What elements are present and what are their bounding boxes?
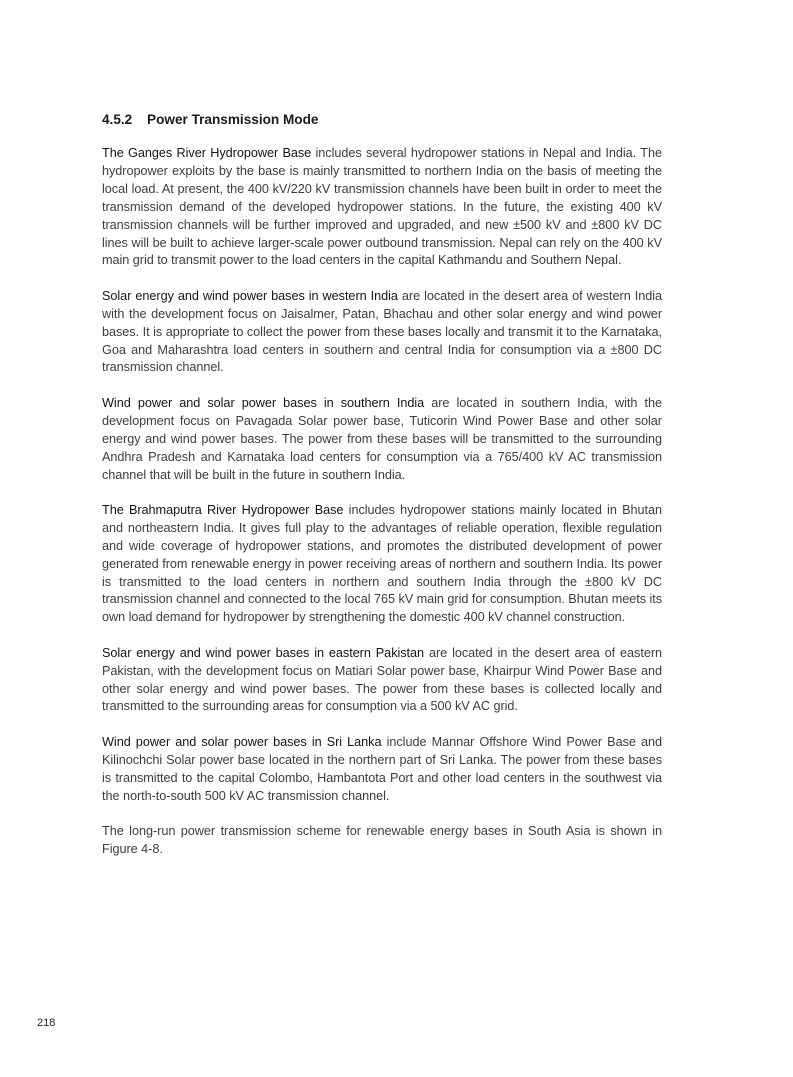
paragraph-body: include Mannar Offshore Wind Power Base and Kilinochchi Solar power base located in the northern part of Sri Lanka. The power from these bases is transmitted to the capital Colombo, Hambantota Port and other load centers in the southwest via the north-to-south 500 kV AC transmission channel. bbox=[102, 734, 662, 803]
paragraph-lead: Solar energy and wind power bases in western India bbox=[102, 288, 398, 303]
paragraph-western-india bbox=[102, 288, 662, 378]
paragraph-lead: Wind power and solar power bases in Sri Lanka bbox=[102, 734, 382, 749]
paragraph-southern-india bbox=[102, 395, 662, 485]
paragraph-body: includes several hydropower stations in Nepal and India. The hydropower exploits by the base is mainly transmitted to northern India on the basis of meeting the local load. At present, the 400 kV/220 kV transmission channels have been built in order to meet the transmission demand of the developed hydropower stations. In the future, the existing 400 kV transmission channels will be further improved and upgraded, and new ±500 kV and ±800 kV DC lines will be built to achieve larger-scale power outbound transmission. Nepal can rely on the 400 kV main grid to transmit power to the load centers in the capital Kathmandu and Southern Nepal. bbox=[102, 146, 662, 268]
section-title: Power Transmission Mode bbox=[147, 112, 319, 127]
paragraph-ganges-hydropower bbox=[102, 145, 662, 270]
paragraph-lead: Solar energy and wind power bases in eastern Pakistan bbox=[102, 645, 425, 660]
paragraph-body: The long-run power transmission scheme for renewable energy bases in South Asia is shown in Figure 4-8. bbox=[102, 824, 662, 856]
paragraph-figure-reference bbox=[102, 823, 662, 859]
paragraph-body: includes hydropower stations mainly located in Bhutan and northeastern India. It gives full play to the advantages of reliable operation, flexible regulation and wide coverage of hydropower stations, and promotes the distributed development of power generated from renewable energy in power receiving areas of northern and southern India. Its power is transmitted to the load centers in northern and southern India through the ±800 kV DC transmission channel and connected to the local 765 kV main grid for consumption. Bhutan meets its own load demand for hydropower by strengthening the domestic 400 kV channel construction. bbox=[102, 502, 663, 625]
paragraph-lead: The Ganges River Hydropower Base bbox=[102, 146, 312, 160]
paragraph-brahmaputra-hydropower bbox=[102, 502, 662, 627]
section-heading bbox=[102, 111, 662, 129]
paragraph-body: are located in the desert area of eastern Pakistan, with the development focus on Matiari Solar power base, Khairpur Wind Power Base and other solar energy and wind power bases. The power from these bases is collected locally and transmitted to the surrounding areas for consumption via a 500 kV AC grid. bbox=[102, 645, 663, 714]
page-content bbox=[102, 111, 662, 876]
page-number: 218 bbox=[37, 1017, 56, 1029]
paragraph-lead: Wind power and solar power bases in southern India bbox=[102, 395, 425, 410]
section-number: 4.5.2 bbox=[102, 112, 133, 127]
paragraph-body: are located in southern India, with the development focus on Pavagada Solar power base, Tuticorin Wind Power Base and other solar energy and wind power bases. The power from these bases will be transmitted to the surrounding Andhra Pradesh and Karnataka load centers for consumption via a 765/400 kV AC transmission channel that will be built in the future in southern India. bbox=[102, 395, 662, 482]
paragraph-body: are located in the desert area of western India with the development focus on Jaisalmer, Patan, Bhachau and other solar energy and wind power bases. It is appropriate to collect the power from these bases locally and transmit it to the Karnataka, Goa and Maharashtra load centers in southern and central India for consumption via a ±800 DC transmission channel. bbox=[102, 288, 662, 375]
paragraph-lead: The Brahmaputra River Hydropower Base bbox=[102, 502, 344, 517]
paragraph-sri-lanka bbox=[102, 734, 662, 806]
paragraph-eastern-pakistan bbox=[102, 645, 662, 717]
